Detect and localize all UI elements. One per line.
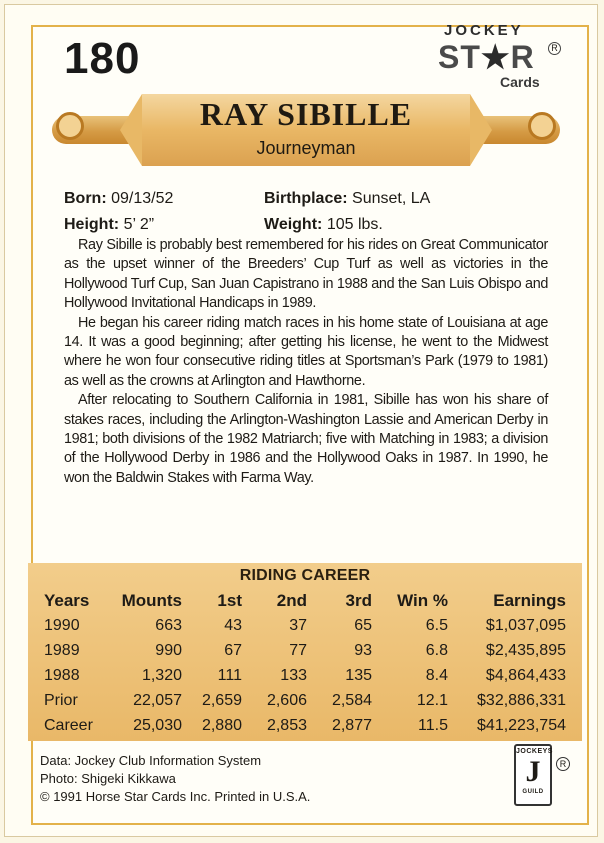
header-mounts: Mounts bbox=[121, 591, 182, 610]
born-value: 09/13/52 bbox=[111, 190, 174, 207]
player-role: Journeyman bbox=[256, 138, 356, 158]
table-row: Prior 22,057 2,659 2,606 2,584 12.1 $32,886,331 bbox=[44, 692, 566, 709]
jockey-star-cards-logo bbox=[438, 22, 568, 94]
bio-paragraph: After relocating to Southern California in 1981, Sibille has won his share of stakes races, including the Arlington-Washington Lassie and American Derby in 1981; both divisions of the 1982 Matriarch; five with Matching in 1983; a division of the Hollywood Derby in 1986 and the Hollywood Oaks in 1987. In 1990, he won the Baldwin Stakes with Farma Way. bbox=[64, 392, 548, 486]
card-footer bbox=[40, 752, 310, 806]
table-row: Career 25,030 2,880 2,853 2,877 11.5 $41,223,754 bbox=[44, 717, 566, 734]
name-plaque bbox=[52, 94, 560, 166]
header-second: 2nd bbox=[276, 591, 307, 610]
weight-value: 105 lbs. bbox=[326, 216, 383, 233]
player-name: RAY SIBILLE bbox=[199, 96, 413, 132]
table-row: 1990 663 43 37 65 6.5 $1,037,095 bbox=[44, 617, 566, 634]
height-value: 5’ 2” bbox=[123, 216, 155, 233]
photo-credit: Photo: Shigeki Kikkawa bbox=[40, 771, 176, 786]
height-fact: Height: 5’ 2” bbox=[64, 216, 155, 233]
guild-bottom-text: GUILD bbox=[522, 789, 544, 795]
guild-boot-icon: J bbox=[525, 755, 541, 788]
plaque-panel bbox=[142, 94, 470, 166]
logo-star-text: ST★R bbox=[438, 39, 535, 75]
registered-mark-icon: R bbox=[548, 42, 561, 55]
copyright-text: © 1991 Horse Star Cards Inc. Printed in U.S.A. bbox=[40, 789, 311, 804]
data-credit: Data: Jockey Club Information System bbox=[40, 753, 262, 768]
birthplace-value: Sunset, LA bbox=[352, 190, 431, 207]
header-first: 1st bbox=[217, 591, 242, 610]
table-row: 1988 1,320 111 133 135 8.4 $4,864,433 bbox=[44, 667, 566, 684]
card-number: 180 bbox=[64, 34, 141, 83]
table-header-row bbox=[28, 591, 582, 615]
birthplace-fact: Birthplace: Sunset, LA bbox=[264, 190, 431, 207]
plaque-ring-right-icon bbox=[528, 112, 556, 140]
header-win-pct: Win % bbox=[397, 591, 448, 610]
header-earnings: Earnings bbox=[493, 591, 566, 610]
star-icon: ★ bbox=[480, 39, 511, 75]
guild-top-text: JOCKEYS bbox=[516, 748, 553, 755]
table-row: 1989 990 67 77 93 6.8 $2,435,895 bbox=[44, 642, 566, 659]
riding-career-table bbox=[28, 563, 582, 741]
registered-mark-icon: R bbox=[556, 757, 570, 771]
plaque-ring-left-icon bbox=[56, 112, 84, 140]
logo-cards-text: Cards bbox=[500, 74, 540, 90]
header-third: 3rd bbox=[345, 591, 372, 610]
bio-paragraph: He began his career riding match races in his home state of Louisiana at age 14. It was a good beginning; after getting his license, he went to the Midwest where he won four consecutive riding titles at Sportsman’s Park (1979 to 1981) as well as the crowns at Arlington and Hawthorne. bbox=[64, 314, 548, 389]
bio-paragraph: Ray Sibille is probably best remembered for his rides on Great Communicator as the upset winner of the Breeders’ Cup Turf as well as victories in the Hollywood Turf Cup, San Juan Capistrano in 1988 and the San Luis Obispo and Hollywood Invitational Handicaps in 1989. bbox=[64, 237, 548, 312]
header-years: Years bbox=[44, 591, 90, 610]
logo-jockey-text: JOCKEY bbox=[444, 22, 524, 39]
biography bbox=[64, 236, 548, 488]
born-fact: Born: 09/13/52 bbox=[64, 190, 174, 207]
weight-fact: Weight: 105 lbs. bbox=[264, 216, 383, 233]
riding-career-title: RIDING CAREER bbox=[239, 567, 371, 584]
jockeys-guild-logo bbox=[514, 744, 552, 806]
